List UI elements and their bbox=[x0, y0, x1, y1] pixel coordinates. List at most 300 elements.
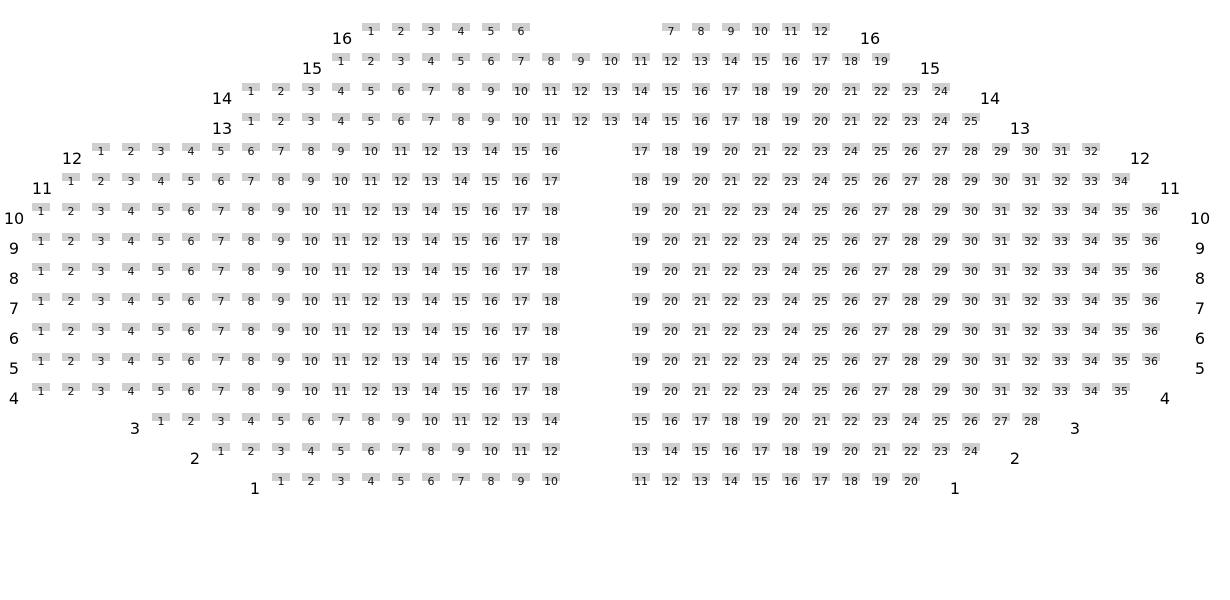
seat[interactable] bbox=[1142, 233, 1160, 250]
seat[interactable] bbox=[572, 53, 590, 70]
seat[interactable] bbox=[122, 233, 140, 250]
seat[interactable] bbox=[962, 233, 980, 250]
seat[interactable] bbox=[872, 473, 890, 490]
seat[interactable] bbox=[182, 263, 200, 280]
seat[interactable] bbox=[212, 383, 230, 400]
seat[interactable] bbox=[692, 473, 710, 490]
seat[interactable] bbox=[812, 23, 830, 40]
seat[interactable] bbox=[872, 323, 890, 340]
seat[interactable] bbox=[812, 53, 830, 70]
seat[interactable] bbox=[722, 383, 740, 400]
seat[interactable] bbox=[902, 443, 920, 460]
seat[interactable] bbox=[812, 293, 830, 310]
seat[interactable] bbox=[962, 143, 980, 160]
seat[interactable] bbox=[542, 233, 560, 250]
seat[interactable] bbox=[782, 263, 800, 280]
seat[interactable] bbox=[752, 143, 770, 160]
seat[interactable] bbox=[62, 173, 80, 190]
seat[interactable] bbox=[932, 143, 950, 160]
seat[interactable] bbox=[1022, 353, 1040, 370]
seat[interactable] bbox=[182, 173, 200, 190]
seat[interactable] bbox=[872, 293, 890, 310]
seat[interactable] bbox=[392, 443, 410, 460]
seat[interactable] bbox=[782, 53, 800, 70]
seat[interactable] bbox=[362, 113, 380, 130]
seat[interactable] bbox=[932, 263, 950, 280]
seat[interactable] bbox=[812, 323, 830, 340]
seat[interactable] bbox=[812, 413, 830, 430]
seat[interactable] bbox=[362, 383, 380, 400]
seat[interactable] bbox=[962, 263, 980, 280]
seat[interactable] bbox=[752, 383, 770, 400]
seat[interactable] bbox=[722, 473, 740, 490]
seat[interactable] bbox=[152, 383, 170, 400]
seat[interactable] bbox=[152, 353, 170, 370]
seat[interactable] bbox=[632, 83, 650, 100]
seat[interactable] bbox=[392, 323, 410, 340]
seat[interactable] bbox=[752, 53, 770, 70]
seat[interactable] bbox=[272, 383, 290, 400]
seat[interactable] bbox=[902, 293, 920, 310]
seat[interactable] bbox=[362, 173, 380, 190]
seat[interactable] bbox=[722, 233, 740, 250]
seat[interactable] bbox=[152, 233, 170, 250]
seat[interactable] bbox=[242, 173, 260, 190]
seat[interactable] bbox=[392, 53, 410, 70]
seat[interactable] bbox=[392, 23, 410, 40]
seat[interactable] bbox=[932, 413, 950, 430]
seat[interactable] bbox=[662, 233, 680, 250]
seat[interactable] bbox=[542, 203, 560, 220]
seat[interactable] bbox=[722, 353, 740, 370]
seat[interactable] bbox=[992, 203, 1010, 220]
seat[interactable] bbox=[842, 383, 860, 400]
seat[interactable] bbox=[212, 443, 230, 460]
seat[interactable] bbox=[62, 383, 80, 400]
seat[interactable] bbox=[782, 293, 800, 310]
seat[interactable] bbox=[812, 383, 830, 400]
seat[interactable] bbox=[872, 83, 890, 100]
seat[interactable] bbox=[932, 443, 950, 460]
seat[interactable] bbox=[302, 293, 320, 310]
seat[interactable] bbox=[842, 143, 860, 160]
seat[interactable] bbox=[692, 143, 710, 160]
seat[interactable] bbox=[242, 323, 260, 340]
seat[interactable] bbox=[662, 473, 680, 490]
seat[interactable] bbox=[482, 173, 500, 190]
seat[interactable] bbox=[482, 263, 500, 280]
seat[interactable] bbox=[422, 413, 440, 430]
seat[interactable] bbox=[32, 383, 50, 400]
seat[interactable] bbox=[992, 233, 1010, 250]
seat[interactable] bbox=[872, 203, 890, 220]
seat[interactable] bbox=[422, 143, 440, 160]
seat[interactable] bbox=[782, 173, 800, 190]
seat[interactable] bbox=[692, 323, 710, 340]
seat[interactable] bbox=[1082, 203, 1100, 220]
seat[interactable] bbox=[122, 323, 140, 340]
seat[interactable] bbox=[932, 353, 950, 370]
seat[interactable] bbox=[752, 203, 770, 220]
seat[interactable] bbox=[452, 143, 470, 160]
seat[interactable] bbox=[752, 233, 770, 250]
seat[interactable] bbox=[692, 203, 710, 220]
seat[interactable] bbox=[422, 293, 440, 310]
seat[interactable] bbox=[32, 203, 50, 220]
seat[interactable] bbox=[1022, 263, 1040, 280]
seat[interactable] bbox=[812, 83, 830, 100]
seat[interactable] bbox=[362, 413, 380, 430]
seat[interactable] bbox=[722, 143, 740, 160]
seat[interactable] bbox=[962, 383, 980, 400]
seat[interactable] bbox=[812, 443, 830, 460]
seat[interactable] bbox=[422, 443, 440, 460]
seat[interactable] bbox=[512, 113, 530, 130]
seat[interactable] bbox=[662, 113, 680, 130]
seat[interactable] bbox=[422, 233, 440, 250]
seat[interactable] bbox=[32, 353, 50, 370]
seat[interactable] bbox=[242, 413, 260, 430]
seat[interactable] bbox=[482, 323, 500, 340]
seat[interactable] bbox=[692, 53, 710, 70]
seat[interactable] bbox=[332, 323, 350, 340]
seat[interactable] bbox=[422, 203, 440, 220]
seat[interactable] bbox=[722, 323, 740, 340]
seat[interactable] bbox=[812, 113, 830, 130]
seat[interactable] bbox=[752, 173, 770, 190]
seat[interactable] bbox=[1112, 233, 1130, 250]
seat[interactable] bbox=[752, 263, 770, 280]
seat[interactable] bbox=[212, 233, 230, 250]
seat[interactable] bbox=[542, 83, 560, 100]
seat[interactable] bbox=[1082, 173, 1100, 190]
seat[interactable] bbox=[422, 323, 440, 340]
seat[interactable] bbox=[512, 353, 530, 370]
seat[interactable] bbox=[872, 143, 890, 160]
seat[interactable] bbox=[662, 83, 680, 100]
seat[interactable] bbox=[782, 143, 800, 160]
seat[interactable] bbox=[512, 143, 530, 160]
seat[interactable] bbox=[542, 143, 560, 160]
seat[interactable] bbox=[902, 413, 920, 430]
seat[interactable] bbox=[482, 473, 500, 490]
seat[interactable] bbox=[302, 203, 320, 220]
seat[interactable] bbox=[1112, 323, 1130, 340]
seat[interactable] bbox=[482, 83, 500, 100]
seat[interactable] bbox=[512, 443, 530, 460]
seat[interactable] bbox=[722, 23, 740, 40]
seat[interactable] bbox=[182, 323, 200, 340]
seat[interactable] bbox=[452, 233, 470, 250]
seat[interactable] bbox=[1082, 143, 1100, 160]
seat[interactable] bbox=[872, 383, 890, 400]
seat[interactable] bbox=[272, 413, 290, 430]
seat[interactable] bbox=[692, 413, 710, 430]
seat[interactable] bbox=[902, 473, 920, 490]
seat[interactable] bbox=[752, 23, 770, 40]
seat[interactable] bbox=[302, 413, 320, 430]
seat[interactable] bbox=[62, 293, 80, 310]
seat[interactable] bbox=[662, 173, 680, 190]
seat[interactable] bbox=[722, 53, 740, 70]
seat[interactable] bbox=[362, 23, 380, 40]
seat[interactable] bbox=[242, 233, 260, 250]
seat[interactable] bbox=[302, 233, 320, 250]
seat[interactable] bbox=[302, 113, 320, 130]
seat[interactable] bbox=[452, 53, 470, 70]
seat[interactable] bbox=[512, 233, 530, 250]
seat[interactable] bbox=[152, 173, 170, 190]
seat[interactable] bbox=[902, 383, 920, 400]
seat[interactable] bbox=[1142, 263, 1160, 280]
seat[interactable] bbox=[1022, 203, 1040, 220]
seat[interactable] bbox=[632, 113, 650, 130]
seat[interactable] bbox=[32, 293, 50, 310]
seat[interactable] bbox=[1052, 263, 1070, 280]
seat[interactable] bbox=[902, 263, 920, 280]
seat[interactable] bbox=[752, 413, 770, 430]
seat[interactable] bbox=[1082, 293, 1100, 310]
seat[interactable] bbox=[182, 203, 200, 220]
seat[interactable] bbox=[842, 233, 860, 250]
seat[interactable] bbox=[512, 53, 530, 70]
seat[interactable] bbox=[152, 413, 170, 430]
seat[interactable] bbox=[662, 23, 680, 40]
seat[interactable] bbox=[1022, 173, 1040, 190]
seat[interactable] bbox=[1082, 383, 1100, 400]
seat[interactable] bbox=[1082, 233, 1100, 250]
seat[interactable] bbox=[362, 233, 380, 250]
seat[interactable] bbox=[452, 263, 470, 280]
seat[interactable] bbox=[122, 203, 140, 220]
seat[interactable] bbox=[1142, 353, 1160, 370]
seat[interactable] bbox=[182, 293, 200, 310]
seat[interactable] bbox=[302, 263, 320, 280]
seat[interactable] bbox=[272, 203, 290, 220]
seat[interactable] bbox=[1022, 413, 1040, 430]
seat[interactable] bbox=[122, 143, 140, 160]
seat[interactable] bbox=[332, 263, 350, 280]
seat[interactable] bbox=[212, 263, 230, 280]
seat[interactable] bbox=[782, 413, 800, 430]
seat[interactable] bbox=[992, 323, 1010, 340]
seat[interactable] bbox=[1142, 203, 1160, 220]
seat[interactable] bbox=[632, 173, 650, 190]
seat[interactable] bbox=[692, 173, 710, 190]
seat[interactable] bbox=[422, 263, 440, 280]
seat[interactable] bbox=[662, 293, 680, 310]
seat[interactable] bbox=[902, 353, 920, 370]
seat[interactable] bbox=[992, 413, 1010, 430]
seat[interactable] bbox=[62, 263, 80, 280]
seat[interactable] bbox=[632, 233, 650, 250]
seat[interactable] bbox=[902, 203, 920, 220]
seat[interactable] bbox=[182, 413, 200, 430]
seat[interactable] bbox=[452, 353, 470, 370]
seat[interactable] bbox=[542, 443, 560, 460]
seat[interactable] bbox=[632, 143, 650, 160]
seat[interactable] bbox=[722, 173, 740, 190]
seat[interactable] bbox=[902, 173, 920, 190]
seat[interactable] bbox=[692, 383, 710, 400]
seat[interactable] bbox=[122, 293, 140, 310]
seat[interactable] bbox=[482, 203, 500, 220]
seat[interactable] bbox=[782, 23, 800, 40]
seat[interactable] bbox=[272, 113, 290, 130]
seat[interactable] bbox=[332, 113, 350, 130]
seat[interactable] bbox=[482, 383, 500, 400]
seat[interactable] bbox=[482, 233, 500, 250]
seat[interactable] bbox=[842, 173, 860, 190]
seat[interactable] bbox=[932, 83, 950, 100]
seat[interactable] bbox=[812, 173, 830, 190]
seat[interactable] bbox=[422, 53, 440, 70]
seat[interactable] bbox=[692, 263, 710, 280]
seat[interactable] bbox=[302, 173, 320, 190]
seat[interactable] bbox=[422, 353, 440, 370]
seat[interactable] bbox=[752, 113, 770, 130]
seat[interactable] bbox=[242, 83, 260, 100]
seat[interactable] bbox=[482, 293, 500, 310]
seat[interactable] bbox=[332, 173, 350, 190]
seat[interactable] bbox=[392, 173, 410, 190]
seat[interactable] bbox=[482, 23, 500, 40]
seat[interactable] bbox=[632, 413, 650, 430]
seat[interactable] bbox=[1052, 143, 1070, 160]
seat[interactable] bbox=[842, 353, 860, 370]
seat[interactable] bbox=[872, 413, 890, 430]
seat[interactable] bbox=[212, 293, 230, 310]
seat[interactable] bbox=[752, 323, 770, 340]
seat[interactable] bbox=[1052, 173, 1070, 190]
seat[interactable] bbox=[1082, 323, 1100, 340]
seat[interactable] bbox=[362, 53, 380, 70]
seat[interactable] bbox=[692, 293, 710, 310]
seat[interactable] bbox=[332, 383, 350, 400]
seat[interactable] bbox=[152, 293, 170, 310]
seat[interactable] bbox=[962, 443, 980, 460]
seat[interactable] bbox=[1022, 293, 1040, 310]
seat[interactable] bbox=[962, 323, 980, 340]
seat[interactable] bbox=[842, 263, 860, 280]
seat[interactable] bbox=[692, 83, 710, 100]
seat[interactable] bbox=[302, 323, 320, 340]
seat[interactable] bbox=[812, 263, 830, 280]
seat[interactable] bbox=[452, 473, 470, 490]
seat[interactable] bbox=[662, 323, 680, 340]
seat[interactable] bbox=[392, 383, 410, 400]
seat[interactable] bbox=[422, 23, 440, 40]
seat[interactable] bbox=[122, 353, 140, 370]
seat[interactable] bbox=[512, 203, 530, 220]
seat[interactable] bbox=[632, 293, 650, 310]
seat[interactable] bbox=[722, 413, 740, 430]
seat[interactable] bbox=[782, 353, 800, 370]
seat[interactable] bbox=[902, 113, 920, 130]
seat[interactable] bbox=[392, 293, 410, 310]
seat[interactable] bbox=[902, 83, 920, 100]
seat[interactable] bbox=[242, 263, 260, 280]
seat[interactable] bbox=[812, 353, 830, 370]
seat[interactable] bbox=[152, 323, 170, 340]
seat[interactable] bbox=[482, 353, 500, 370]
seat[interactable] bbox=[362, 473, 380, 490]
seat[interactable] bbox=[422, 473, 440, 490]
seat[interactable] bbox=[992, 353, 1010, 370]
seat[interactable] bbox=[332, 473, 350, 490]
seat[interactable] bbox=[62, 323, 80, 340]
seat[interactable] bbox=[692, 443, 710, 460]
seat[interactable] bbox=[962, 203, 980, 220]
seat[interactable] bbox=[752, 353, 770, 370]
seat[interactable] bbox=[812, 143, 830, 160]
seat[interactable] bbox=[992, 383, 1010, 400]
seat[interactable] bbox=[392, 353, 410, 370]
seat[interactable] bbox=[932, 233, 950, 250]
seat[interactable] bbox=[752, 83, 770, 100]
seat[interactable] bbox=[212, 353, 230, 370]
seat[interactable] bbox=[662, 383, 680, 400]
seat[interactable] bbox=[182, 233, 200, 250]
seat[interactable] bbox=[302, 383, 320, 400]
seat[interactable] bbox=[902, 233, 920, 250]
seat[interactable] bbox=[842, 443, 860, 460]
seat[interactable] bbox=[452, 323, 470, 340]
seat[interactable] bbox=[272, 323, 290, 340]
seat[interactable] bbox=[242, 443, 260, 460]
seat[interactable] bbox=[212, 413, 230, 430]
seat[interactable] bbox=[512, 323, 530, 340]
seat[interactable] bbox=[572, 83, 590, 100]
seat[interactable] bbox=[992, 293, 1010, 310]
seat[interactable] bbox=[32, 233, 50, 250]
seat[interactable] bbox=[992, 143, 1010, 160]
seat[interactable] bbox=[812, 233, 830, 250]
seat[interactable] bbox=[812, 473, 830, 490]
seat[interactable] bbox=[1112, 293, 1130, 310]
seat[interactable] bbox=[932, 173, 950, 190]
seat[interactable] bbox=[452, 443, 470, 460]
seat[interactable] bbox=[242, 203, 260, 220]
seat[interactable] bbox=[662, 203, 680, 220]
seat[interactable] bbox=[662, 263, 680, 280]
seat[interactable] bbox=[302, 473, 320, 490]
seat[interactable] bbox=[662, 443, 680, 460]
seat[interactable] bbox=[1082, 353, 1100, 370]
seat[interactable] bbox=[632, 53, 650, 70]
seat[interactable] bbox=[182, 143, 200, 160]
seat[interactable] bbox=[752, 473, 770, 490]
seat[interactable] bbox=[842, 53, 860, 70]
seat[interactable] bbox=[212, 323, 230, 340]
seat[interactable] bbox=[452, 173, 470, 190]
seat[interactable] bbox=[62, 233, 80, 250]
seat[interactable] bbox=[92, 263, 110, 280]
seat[interactable] bbox=[1052, 203, 1070, 220]
seat[interactable] bbox=[1112, 383, 1130, 400]
seat[interactable] bbox=[32, 323, 50, 340]
seat[interactable] bbox=[242, 383, 260, 400]
seat[interactable] bbox=[872, 443, 890, 460]
seat[interactable] bbox=[512, 413, 530, 430]
seat[interactable] bbox=[932, 113, 950, 130]
seat[interactable] bbox=[482, 53, 500, 70]
seat[interactable] bbox=[962, 413, 980, 430]
seat[interactable] bbox=[392, 83, 410, 100]
seat[interactable] bbox=[362, 323, 380, 340]
seat[interactable] bbox=[272, 293, 290, 310]
seat[interactable] bbox=[422, 383, 440, 400]
